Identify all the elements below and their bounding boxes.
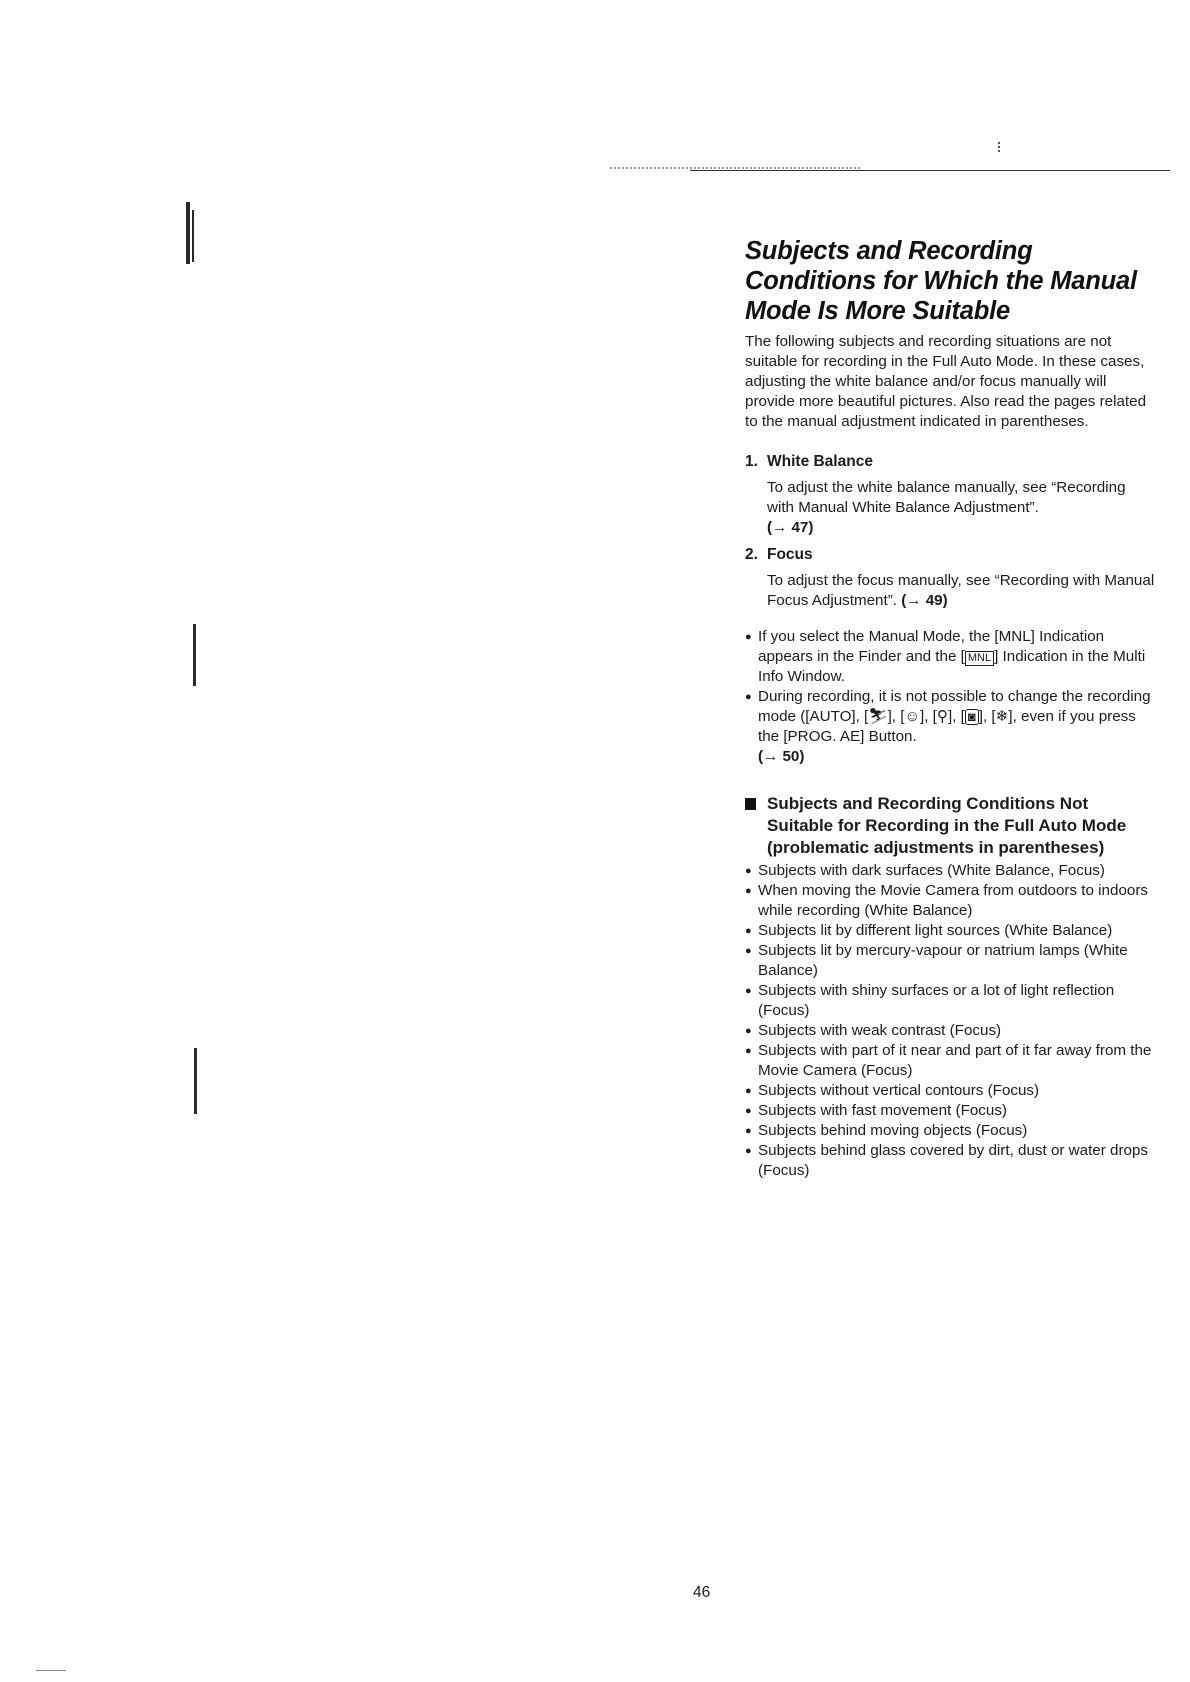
note-text: During recording, it is not possible to change the recording mode ([AUTO], [ (758, 688, 1151, 725)
item-body (767, 478, 1155, 538)
note-text: If you select the Manual Mode, the [MNL] Indication appears in the Finder and the [ (758, 628, 1105, 665)
item-number: 2. (745, 546, 758, 563)
page-title: Subjects and Recording Conditions for Which the Manual Mode Is More Suitable (745, 237, 1137, 325)
bullet-icon: ● (745, 1085, 752, 1097)
list-item (745, 1081, 1155, 1101)
note-text: ], even if you press the [PROG. AE] Button. (758, 708, 1136, 745)
page-reference: (→ 50) (758, 748, 805, 765)
margin-bar-mark (193, 624, 196, 686)
list-item (745, 1021, 1155, 1041)
bullet-icon: ● (745, 1045, 752, 1057)
item-title: White Balance (767, 453, 873, 470)
note-item (745, 627, 1155, 687)
item-number: 1. (745, 453, 758, 470)
list-item (745, 861, 1155, 881)
bullet-icon: ● (745, 865, 752, 877)
list-item-text: Subjects with weak contrast (Focus) (758, 1022, 1002, 1039)
surf-snow-mode-icon: ❄ (995, 708, 1009, 725)
bullet-icon: ● (745, 1025, 752, 1037)
notes-list (745, 627, 1155, 767)
list-item (745, 981, 1155, 1021)
numbered-list (745, 452, 1155, 611)
bullet-icon: ● (745, 985, 752, 997)
item-body (767, 571, 1155, 611)
list-item (745, 941, 1155, 981)
list-item (745, 1101, 1155, 1121)
numbered-item (745, 452, 1155, 538)
header-tick-mark (998, 142, 1002, 152)
section-heading: Subjects and Recording Conditions Not Suitable for Recording in the Full Auto Mode (problematic adjustments in parentheses) (767, 794, 1127, 857)
item-body-text: To adjust the focus manually, see “Recording with Manual Focus Adjustment”. (767, 572, 1155, 609)
list-item-text: Subjects with fast movement (Focus) (758, 1102, 1007, 1119)
list-item-text: Subjects with part of it near and part of it far away from the Movie Camera (Focus) (758, 1042, 1152, 1079)
margin-bar-mark (194, 1048, 197, 1114)
page-number: 46 (693, 1584, 711, 1601)
sports-mode-icon: ⛷ (868, 708, 888, 725)
bullet-icon: ● (745, 631, 752, 643)
header-rule (690, 170, 1170, 171)
list-item-text: Subjects without vertical contours (Focus) (758, 1082, 1040, 1099)
list-item (745, 921, 1155, 941)
portrait-mode-icon: ☺ (904, 708, 920, 725)
margin-bar-mark (192, 210, 194, 262)
margin-bar-mark (186, 202, 190, 264)
corner-scan-mark (36, 1670, 66, 1671)
list-item-text: Subjects with shiny surfaces or a lot of light reflection (Focus) (758, 982, 1115, 1019)
list-item-text: Subjects behind glass covered by dirt, dust or water drops (Focus) (758, 1142, 1149, 1179)
header-dotted-rule (610, 167, 860, 169)
bullet-icon: ● (745, 1125, 752, 1137)
item-title: Focus (767, 546, 813, 563)
list-item-text: When moving the Movie Camera from outdoors to indoors while recording (White Balance) (758, 882, 1148, 919)
list-item-text: Subjects with dark surfaces (White Balance, Focus) (758, 862, 1105, 879)
list-item-text: Subjects lit by mercury-vapour or natrium lamps (White Balance) (758, 942, 1128, 979)
low-light-mode-icon: ⚲ (936, 708, 948, 725)
bullet-icon: ● (745, 1105, 752, 1117)
square-bullet-icon (745, 798, 756, 810)
bullet-icon: ● (745, 945, 752, 957)
unsuitable-section (745, 793, 1155, 1181)
note-item: ● During recording, it is not possible to change the recording mode ([AUTO], [⛷], [☺], [⚲], [ ◙ ], [❄], even if you press the [PROG. AE] Button. (→ 50) (745, 688, 1151, 765)
numbered-item (745, 545, 1155, 611)
mnl-indicator-icon: MNL (965, 651, 994, 666)
item-body-text: To adjust the white balance manually, see “Recording with Manual White Balance Adjustment”. (767, 479, 1126, 516)
list-item-text: Subjects lit by different light sources (White Balance) (758, 922, 1113, 939)
bullet-icon: ● (745, 691, 752, 703)
spotlight-mode-icon: ◙ (965, 709, 979, 725)
page-reference: (→ 49) (901, 592, 948, 609)
list-item (745, 881, 1155, 921)
main-column (745, 236, 1155, 1181)
bullet-icon: ● (745, 885, 752, 897)
bullet-icon: ● (745, 925, 752, 937)
unsuitable-list (745, 861, 1155, 1181)
intro-paragraph: The following subjects and recording situations are not suitable for recording in the Full Auto Mode. In these cases, adjusting the white balance and/or focus manually will provide more beautiful pictures. Also read the pages related to the manual adjustment indicated in parentheses. (745, 333, 1147, 430)
page-reference: (→ 47) (767, 519, 814, 536)
bullet-icon: ● (745, 1145, 752, 1157)
list-item (745, 1121, 1155, 1141)
note-text: ] Indication in the Multi Info Window. (758, 648, 1146, 685)
list-item (745, 1141, 1155, 1181)
list-item (745, 1041, 1155, 1081)
list-item-text: Subjects behind moving objects (Focus) (758, 1122, 1028, 1139)
